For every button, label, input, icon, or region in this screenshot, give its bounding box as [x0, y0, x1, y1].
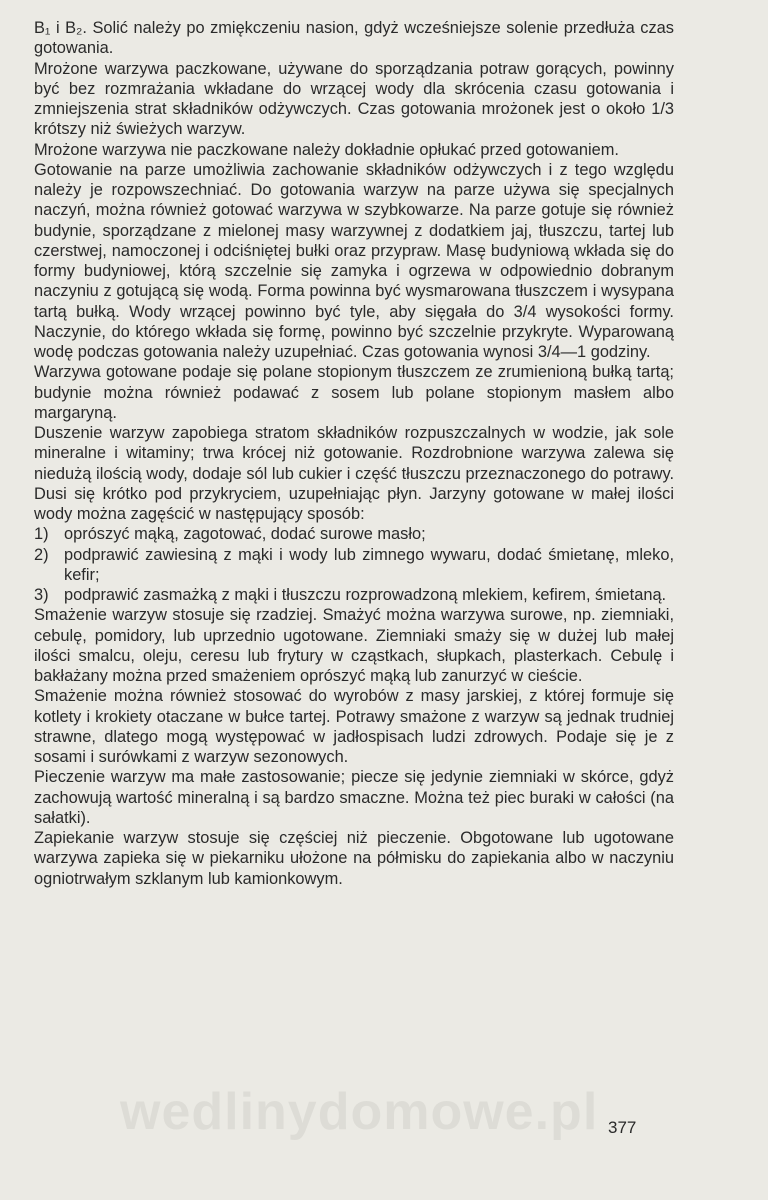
list-item — [34, 585, 674, 605]
paragraph: Smażenie można również stosować do wyrobów z masy jarskiej, z której formuje się kotlety i krokiety otaczane w bułce tartej. Potrawy smażone z warzyw są jednak trudniej strawne, dlatego mogą występować w jadłospisach ludzi zdrowych. Podaje się je z sosami i surówkami z warzyw sezonowych. — [34, 687, 674, 766]
list-number: 1) — [34, 525, 49, 544]
paragraph: Mrożone warzywa paczkowane, używane do sporządzania potraw gorących, powinny być bez rozmrażania wkładane do wrzącej wody dla skrócenia czasu gotowania i zmniejszenia strat składników odżywczych. Czas gotowania mrożonek jest o około 1/3 krótszy niż świeżych warzyw. — [34, 59, 674, 139]
list-number: 2) — [34, 545, 49, 564]
list-number: 3) — [34, 586, 49, 604]
paragraph: Duszenie warzyw zapobiega stratom składników rozpuszczalnych w wodzie, jak sole mineralne i witaminy; trwa krócej niż gotowanie. Rozdrobnione warzywa zalewa się niedużą ilością wody, dodaje sól lub cukier i część tłuszczu przeznaczonego do potrawy. Dusi się krótko pod przykryciem, uzupełniając płyn. Jarzyny gotowane w małej ilości wody można zagęścić w następujący sposób: — [34, 424, 674, 523]
page-text — [34, 18, 674, 889]
paragraph: Zapiekanie warzyw stosuje się częściej niż pieczenie. Obgotowane lub ugotowane warzywa zapieka się w piekarniku ułożone na półmisku do zapiekania albo w naczyniu ogniotrwałym szklanym lub kamionkowym. — [34, 829, 674, 888]
list-text: podprawić zawiesiną z mąki i wody lub zimnego wywaru, dodać śmietanę, mleko, kefir; — [64, 545, 674, 584]
paragraph: Pieczenie warzyw ma małe zastosowanie; piecze się jedynie ziemniaki w skórce, gdyż zachowują wartość mineralną i są bardzo smaczne. Można też piec buraki w całości (na sałatki). — [34, 768, 674, 827]
paragraph: Gotowanie na parze umożliwia zachowanie składników odżywczych i z tego względu należy je rozpowszechniać. Do gotowania warzyw na parze używa się specjalnych naczyń, można również gotować warzywa w szybkowarze. Na parze gotuje się również budynie, sporządzane z mielonej masy warzywnej z dodatkiem jaj, tłuszczu, tartej lub czerstwej, namoczonej i odciśniętej bułki oraz przypraw. Masę budyniową wkłada się do formy budyniowej, którą szczelnie się zamyka i ogrzewa w odpowiednio dobranym naczyniu z gotującą się wodą. Forma powinna być wysmarowana tłuszczem i wysypana tartą bułką. Wody wrzącej powinno być tyle, aby sięgała do 3/4 wysokości formy. Naczynie, do którego wkłada się formę, powinno być szczelnie przykryte. Wyparowaną wodę podczas gotowania należy uzupełniać. Czas gotowania wynosi 3/4—1 godziny. — [34, 160, 674, 361]
list-text: podprawić zasmażką z mąki i tłuszczu rozprowadzoną mlekiem, kefirem, śmietaną. — [64, 586, 667, 604]
watermark: wedlinydomowe.pl — [120, 1083, 599, 1141]
list-text: oprószyć mąką, zagotować, dodać surowe masło; — [64, 525, 426, 544]
list-item — [34, 524, 674, 544]
paragraph: Warzywa gotowane podaje się polane stopionym tłuszczem ze zrumienioną bułką tartą; budynie można również podawać z sosem lub polane stopionym masłem albo margaryną. — [34, 363, 674, 422]
paragraph: Smażenie warzyw stosuje się rzadziej. Smażyć można warzywa surowe, np. ziemniaki, cebulę, pomidory, lub uprzednio ugotowane. Ziemniaki smaży się w dużej lub małej ilości smalcu, oleju, ceresu lub frytury w cząstkach, słupkach, plasterkach. Cebulę i bakłażany można przed smażeniem oprószyć mąką lub zanurzyć w cieście. — [34, 606, 674, 685]
page-number: 377 — [608, 1118, 637, 1137]
list-item — [34, 545, 674, 586]
paragraph: Mrożone warzywa nie paczkowane należy dokładnie opłukać przed gotowaniem. — [34, 140, 619, 159]
paragraph: B₁ i B₂. Solić należy po zmiękczeniu nasion, gdyż wcześniejsze solenie przedłuża czas gotowania. — [34, 19, 674, 58]
